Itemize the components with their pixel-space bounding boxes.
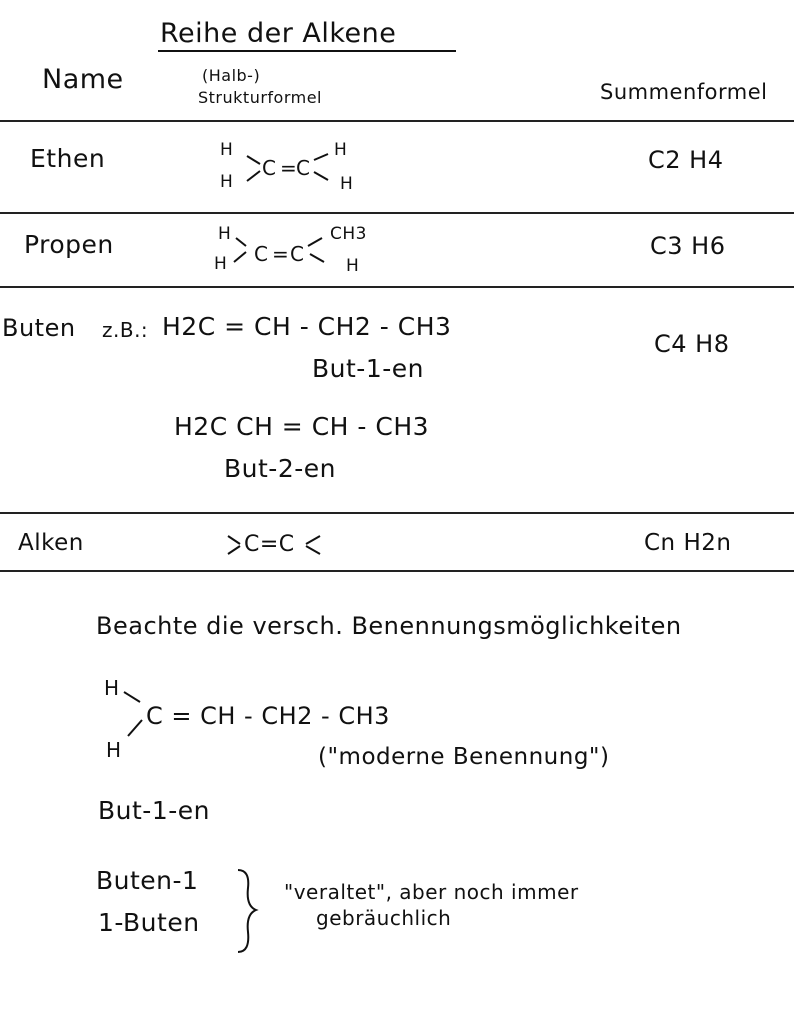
propen-double-bond: =: [272, 242, 290, 266]
row-ethen-structure: [210, 134, 390, 204]
table-rule-2: [0, 212, 794, 214]
note-modern: ("moderne Benennung"): [318, 744, 610, 770]
note-heading: Beachte die versch. Benennungsmöglichkeiten: [96, 612, 682, 640]
row-buten-formula-2: H2C CH = CH - CH3: [174, 412, 430, 441]
row-propen-structure: [210, 222, 410, 282]
note-old-comment-1: "veraltet", aber noch immer: [284, 880, 579, 904]
note-h-top: H: [104, 676, 120, 700]
table-rule-1: [0, 120, 794, 122]
header-name: Name: [42, 64, 124, 95]
propen-ch3: CH3: [330, 224, 367, 244]
ethen-c1: C: [262, 156, 277, 180]
row-propen-name: Propen: [24, 230, 114, 259]
propen-h1: H: [218, 224, 232, 244]
ethen-h1: H: [220, 140, 234, 160]
alken-formula: C=C: [244, 532, 295, 557]
note-name-modern: But-1-en: [98, 796, 210, 825]
table-rule-4: [0, 512, 794, 514]
propen-c1: C: [254, 242, 269, 266]
ethen-h4: H: [340, 174, 354, 194]
row-buten-formula-1: H2C = CH - CH2 - CH3: [162, 312, 452, 341]
ethen-h2: H: [220, 172, 234, 192]
row-alken-structure: [226, 528, 336, 564]
row-buten-label-1: But-1-en: [312, 354, 424, 383]
ethen-double-bond: =: [280, 156, 298, 180]
ethen-c2: C: [296, 156, 311, 180]
row-alken-name: Alken: [18, 530, 84, 556]
header-structure-line2: Strukturformel: [198, 88, 322, 107]
propen-bonds: [210, 222, 410, 282]
table-rule-5: [0, 570, 794, 572]
propen-c2: C: [290, 242, 305, 266]
note-old-name-2: 1-Buten: [98, 908, 200, 937]
row-propen-sum-formula: C3 H6: [650, 232, 726, 260]
table-rule-3: [0, 286, 794, 288]
note-old-comment-2: gebräuchlich: [316, 906, 452, 930]
header-sum-formula: Summenformel: [600, 80, 768, 104]
row-buten-label-2: But-2-en: [224, 454, 336, 483]
page-title: Reihe der Alkene: [160, 18, 397, 49]
curly-brace-icon: [232, 866, 262, 956]
header-structure-line1: (Halb-): [202, 66, 261, 85]
row-ethen-name: Ethen: [30, 144, 106, 173]
propen-h2: H: [214, 254, 228, 274]
title-underline: [158, 50, 456, 52]
row-ethen-sum-formula: C2 H4: [648, 146, 724, 174]
propen-h3: H: [346, 256, 360, 276]
note-old-name-1: Buten-1: [96, 866, 199, 895]
row-buten-sum-formula: C4 H8: [654, 330, 730, 358]
note-chain: C = CH - CH2 - CH3: [146, 702, 390, 730]
row-alken-sum-formula: Cn H2n: [644, 530, 732, 556]
note-h-bottom: H: [106, 738, 122, 762]
row-buten-prefix: z.B.:: [102, 318, 149, 342]
ethen-h3: H: [334, 140, 348, 160]
row-buten-name: Buten: [2, 314, 76, 342]
